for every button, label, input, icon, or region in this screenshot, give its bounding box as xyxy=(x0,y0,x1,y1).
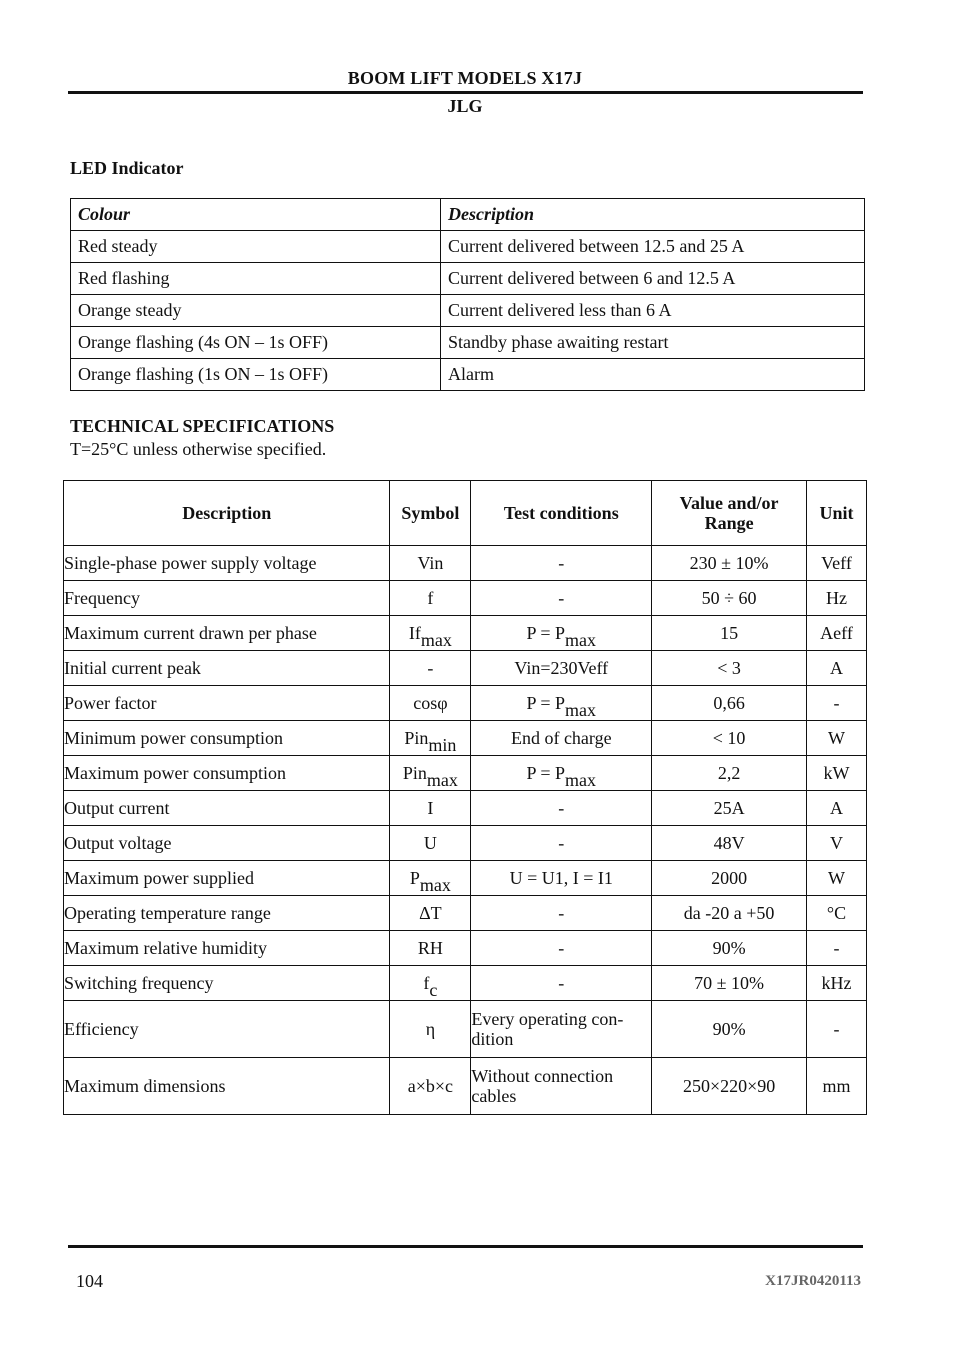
spec-cell-description: Maximum power consumption xyxy=(64,756,390,791)
spec-cell-test-condition-main: Every operating con-dition xyxy=(471,1009,624,1049)
spec-cell-symbol xyxy=(390,756,471,791)
page-number: 104 xyxy=(76,1271,103,1291)
spec-header-symbol: Symbol xyxy=(390,481,471,546)
spec-cell-unit: - xyxy=(807,931,867,966)
spec-cell-test-condition xyxy=(471,756,652,791)
spec-cell-description: Frequency xyxy=(64,581,390,616)
spec-cell-test-condition xyxy=(471,966,652,1001)
spec-cell-value: < 3 xyxy=(652,651,807,686)
led-cell-description: Current delivered less than 6 A xyxy=(441,295,865,327)
spec-cell-description: Maximum dimensions xyxy=(64,1058,390,1115)
spec-cell-symbol xyxy=(390,721,471,756)
spec-cell-symbol xyxy=(390,546,471,581)
spec-cell-symbol xyxy=(390,616,471,651)
spec-cell-symbol xyxy=(390,791,471,826)
led-section-title: LED Indicator xyxy=(70,158,184,178)
spec-cell-value: 2,2 xyxy=(652,756,807,791)
spec-cell-test-condition-main: P = P xyxy=(526,693,566,713)
spec-cell-value: 50 ÷ 60 xyxy=(652,581,807,616)
spec-row xyxy=(64,826,867,861)
led-cell-colour: Red flashing xyxy=(71,263,441,295)
spec-cell-test-condition-main: - xyxy=(558,553,565,573)
spec-cell-symbol-main: P xyxy=(409,868,420,888)
spec-cell-description: Maximum power supplied xyxy=(64,861,390,896)
spec-cell-test-condition-main: - xyxy=(558,833,565,853)
spec-cell-value: da -20 a +50 xyxy=(652,896,807,931)
led-header-colour: Colour xyxy=(71,199,441,231)
spec-cell-symbol-main: cosφ xyxy=(413,693,448,713)
spec-cell-unit: kW xyxy=(807,756,867,791)
spec-cell-description: Output current xyxy=(64,791,390,826)
led-cell-description: Current delivered between 12.5 and 25 A xyxy=(441,231,865,263)
spec-row xyxy=(64,1058,867,1115)
spec-cell-test-condition xyxy=(471,791,652,826)
spec-cell-symbol-main: Vin xyxy=(417,553,444,573)
spec-row xyxy=(64,686,867,721)
spec-cell-symbol-main: f xyxy=(423,973,430,993)
spec-cell-value: 2000 xyxy=(652,861,807,896)
spec-cell-symbol-subscript: max xyxy=(419,875,451,895)
spec-row xyxy=(64,651,867,686)
spec-cell-description: Output voltage xyxy=(64,826,390,861)
specs-note: T=25°C unless otherwise specified. xyxy=(70,439,327,459)
spec-cell-test-condition xyxy=(471,686,652,721)
spec-cell-symbol xyxy=(390,966,471,1001)
led-row xyxy=(71,359,865,391)
spec-cell-unit: - xyxy=(807,1001,867,1058)
led-cell-description: Standby phase awaiting restart xyxy=(441,327,865,359)
spec-cell-test-condition-main: P = P xyxy=(526,763,566,783)
spec-cell-unit: A xyxy=(807,791,867,826)
spec-cell-test-condition-main: - xyxy=(558,903,565,923)
spec-cell-unit: Veff xyxy=(807,546,867,581)
led-indicator-table xyxy=(70,198,865,391)
spec-cell-symbol xyxy=(390,861,471,896)
spec-cell-value: 90% xyxy=(652,1001,807,1058)
spec-cell-symbol-main: I xyxy=(427,798,434,818)
led-cell-colour: Orange steady xyxy=(71,295,441,327)
spec-header-test-conditions: Test conditions xyxy=(471,481,652,546)
spec-cell-symbol-main: η xyxy=(425,1019,436,1039)
spec-cell-test-condition-main: P = P xyxy=(526,623,566,643)
spec-cell-symbol-subscript: min xyxy=(428,735,457,755)
spec-cell-value: 48V xyxy=(652,826,807,861)
spec-row xyxy=(64,931,867,966)
spec-row xyxy=(64,896,867,931)
spec-cell-test-condition-main: - xyxy=(558,588,565,608)
spec-cell-test-condition xyxy=(471,651,652,686)
spec-cell-symbol-main: ΔT xyxy=(419,903,442,923)
spec-cell-symbol-main: Pin xyxy=(404,728,429,748)
spec-cell-test-condition-main: - xyxy=(558,973,565,993)
spec-header-value-range: Value and/or Range xyxy=(652,481,807,546)
document-title: BOOM LIFT MODELS X17J xyxy=(347,68,583,88)
spec-cell-symbol-main: RH xyxy=(417,938,443,958)
spec-cell-unit: W xyxy=(807,861,867,896)
spec-cell-unit: A xyxy=(807,651,867,686)
spec-cell-description: Maximum current drawn per phase xyxy=(64,616,390,651)
spec-cell-symbol-main: f xyxy=(427,588,434,608)
spec-row xyxy=(64,616,867,651)
led-header-description: Description xyxy=(441,199,865,231)
spec-cell-value: 90% xyxy=(652,931,807,966)
spec-row xyxy=(64,861,867,896)
led-cell-description: Current delivered between 6 and 12.5 A xyxy=(441,263,865,295)
spec-cell-test-condition-main: - xyxy=(558,798,565,818)
spec-cell-description: Maximum relative humidity xyxy=(64,931,390,966)
spec-cell-symbol-main: - xyxy=(427,658,434,678)
document-code: X17JR0420113 xyxy=(765,1273,861,1289)
spec-cell-unit: - xyxy=(807,686,867,721)
spec-cell-test-condition xyxy=(471,861,652,896)
spec-cell-unit: Hz xyxy=(807,581,867,616)
spec-cell-symbol xyxy=(390,931,471,966)
spec-cell-test-condition xyxy=(471,931,652,966)
spec-cell-test-condition xyxy=(471,826,652,861)
spec-cell-description: Switching frequency xyxy=(64,966,390,1001)
spec-cell-unit: kHz xyxy=(807,966,867,1001)
spec-cell-value: 0,66 xyxy=(652,686,807,721)
spec-cell-description: Power factor xyxy=(64,686,390,721)
led-row xyxy=(71,327,865,359)
spec-cell-unit: °C xyxy=(807,896,867,931)
spec-cell-unit: mm xyxy=(807,1058,867,1115)
spec-cell-test-condition xyxy=(471,1001,652,1058)
spec-cell-symbol xyxy=(390,826,471,861)
spec-cell-test-condition xyxy=(471,1058,652,1115)
spec-cell-value: 250×220×90 xyxy=(652,1058,807,1115)
spec-row xyxy=(64,756,867,791)
spec-cell-test-condition-main: - xyxy=(558,938,565,958)
spec-row xyxy=(64,546,867,581)
spec-cell-test-condition-main: Without connection cables xyxy=(471,1066,614,1106)
spec-cell-symbol xyxy=(390,686,471,721)
spec-row xyxy=(64,581,867,616)
spec-cell-unit: W xyxy=(807,721,867,756)
spec-cell-symbol-main: Pin xyxy=(402,763,427,783)
spec-row xyxy=(64,791,867,826)
spec-cell-test-condition xyxy=(471,896,652,931)
spec-cell-symbol-subscript: max xyxy=(420,630,452,650)
footer-rule xyxy=(68,1245,863,1248)
spec-cell-symbol-main: U xyxy=(423,833,437,853)
spec-cell-symbol xyxy=(390,896,471,931)
led-cell-colour: Red steady xyxy=(71,231,441,263)
spec-cell-value: 25A xyxy=(652,791,807,826)
spec-row xyxy=(64,1001,867,1058)
spec-cell-symbol-main: a×b×c xyxy=(407,1076,454,1096)
spec-cell-description: Operating temperature range xyxy=(64,896,390,931)
spec-cell-unit: Aeff xyxy=(807,616,867,651)
spec-cell-description: Minimum power consumption xyxy=(64,721,390,756)
led-row xyxy=(71,295,865,327)
spec-cell-symbol-subscript: max xyxy=(426,770,458,790)
led-cell-description: Alarm xyxy=(441,359,865,391)
spec-cell-symbol-main: If xyxy=(408,623,421,643)
spec-cell-value: 70 ± 10% xyxy=(652,966,807,1001)
led-row xyxy=(71,231,865,263)
spec-cell-description: Efficiency xyxy=(64,1001,390,1058)
header-rule xyxy=(68,91,863,94)
spec-cell-test-condition-subscript: max xyxy=(565,700,597,720)
spec-cell-unit: V xyxy=(807,826,867,861)
spec-header-description: Description xyxy=(64,481,390,546)
spec-cell-value: 15 xyxy=(652,616,807,651)
led-cell-colour: Orange flashing (1s ON – 1s OFF) xyxy=(71,359,441,391)
technical-specifications-table xyxy=(63,480,867,1115)
spec-cell-symbol xyxy=(390,1001,471,1058)
spec-cell-symbol xyxy=(390,581,471,616)
spec-cell-description: Initial current peak xyxy=(64,651,390,686)
spec-cell-value: < 10 xyxy=(652,721,807,756)
spec-row xyxy=(64,721,867,756)
spec-header-unit: Unit xyxy=(807,481,867,546)
spec-cell-description: Single-phase power supply voltage xyxy=(64,546,390,581)
spec-cell-test-condition-main: End of charge xyxy=(510,728,612,748)
spec-cell-test-condition xyxy=(471,546,652,581)
led-cell-colour: Orange flashing (4s ON – 1s OFF) xyxy=(71,327,441,359)
spec-cell-test-condition-main: Vin=230Veff xyxy=(514,658,609,678)
spec-cell-value: 230 ± 10% xyxy=(652,546,807,581)
specs-section-title: TECHNICAL SPECIFICATIONS xyxy=(70,416,335,436)
spec-cell-test-condition-main: U = U1, I = I1 xyxy=(509,868,613,888)
spec-cell-test-condition xyxy=(471,616,652,651)
spec-cell-symbol xyxy=(390,1058,471,1115)
spec-row xyxy=(64,966,867,1001)
spec-cell-test-condition-subscript: max xyxy=(565,770,597,790)
spec-cell-test-condition xyxy=(471,581,652,616)
brand-name: JLG xyxy=(447,96,483,116)
spec-cell-test-condition xyxy=(471,721,652,756)
led-row xyxy=(71,263,865,295)
spec-cell-symbol-subscript: c xyxy=(429,980,438,1000)
spec-cell-test-condition-subscript: max xyxy=(565,630,597,650)
spec-cell-symbol xyxy=(390,651,471,686)
